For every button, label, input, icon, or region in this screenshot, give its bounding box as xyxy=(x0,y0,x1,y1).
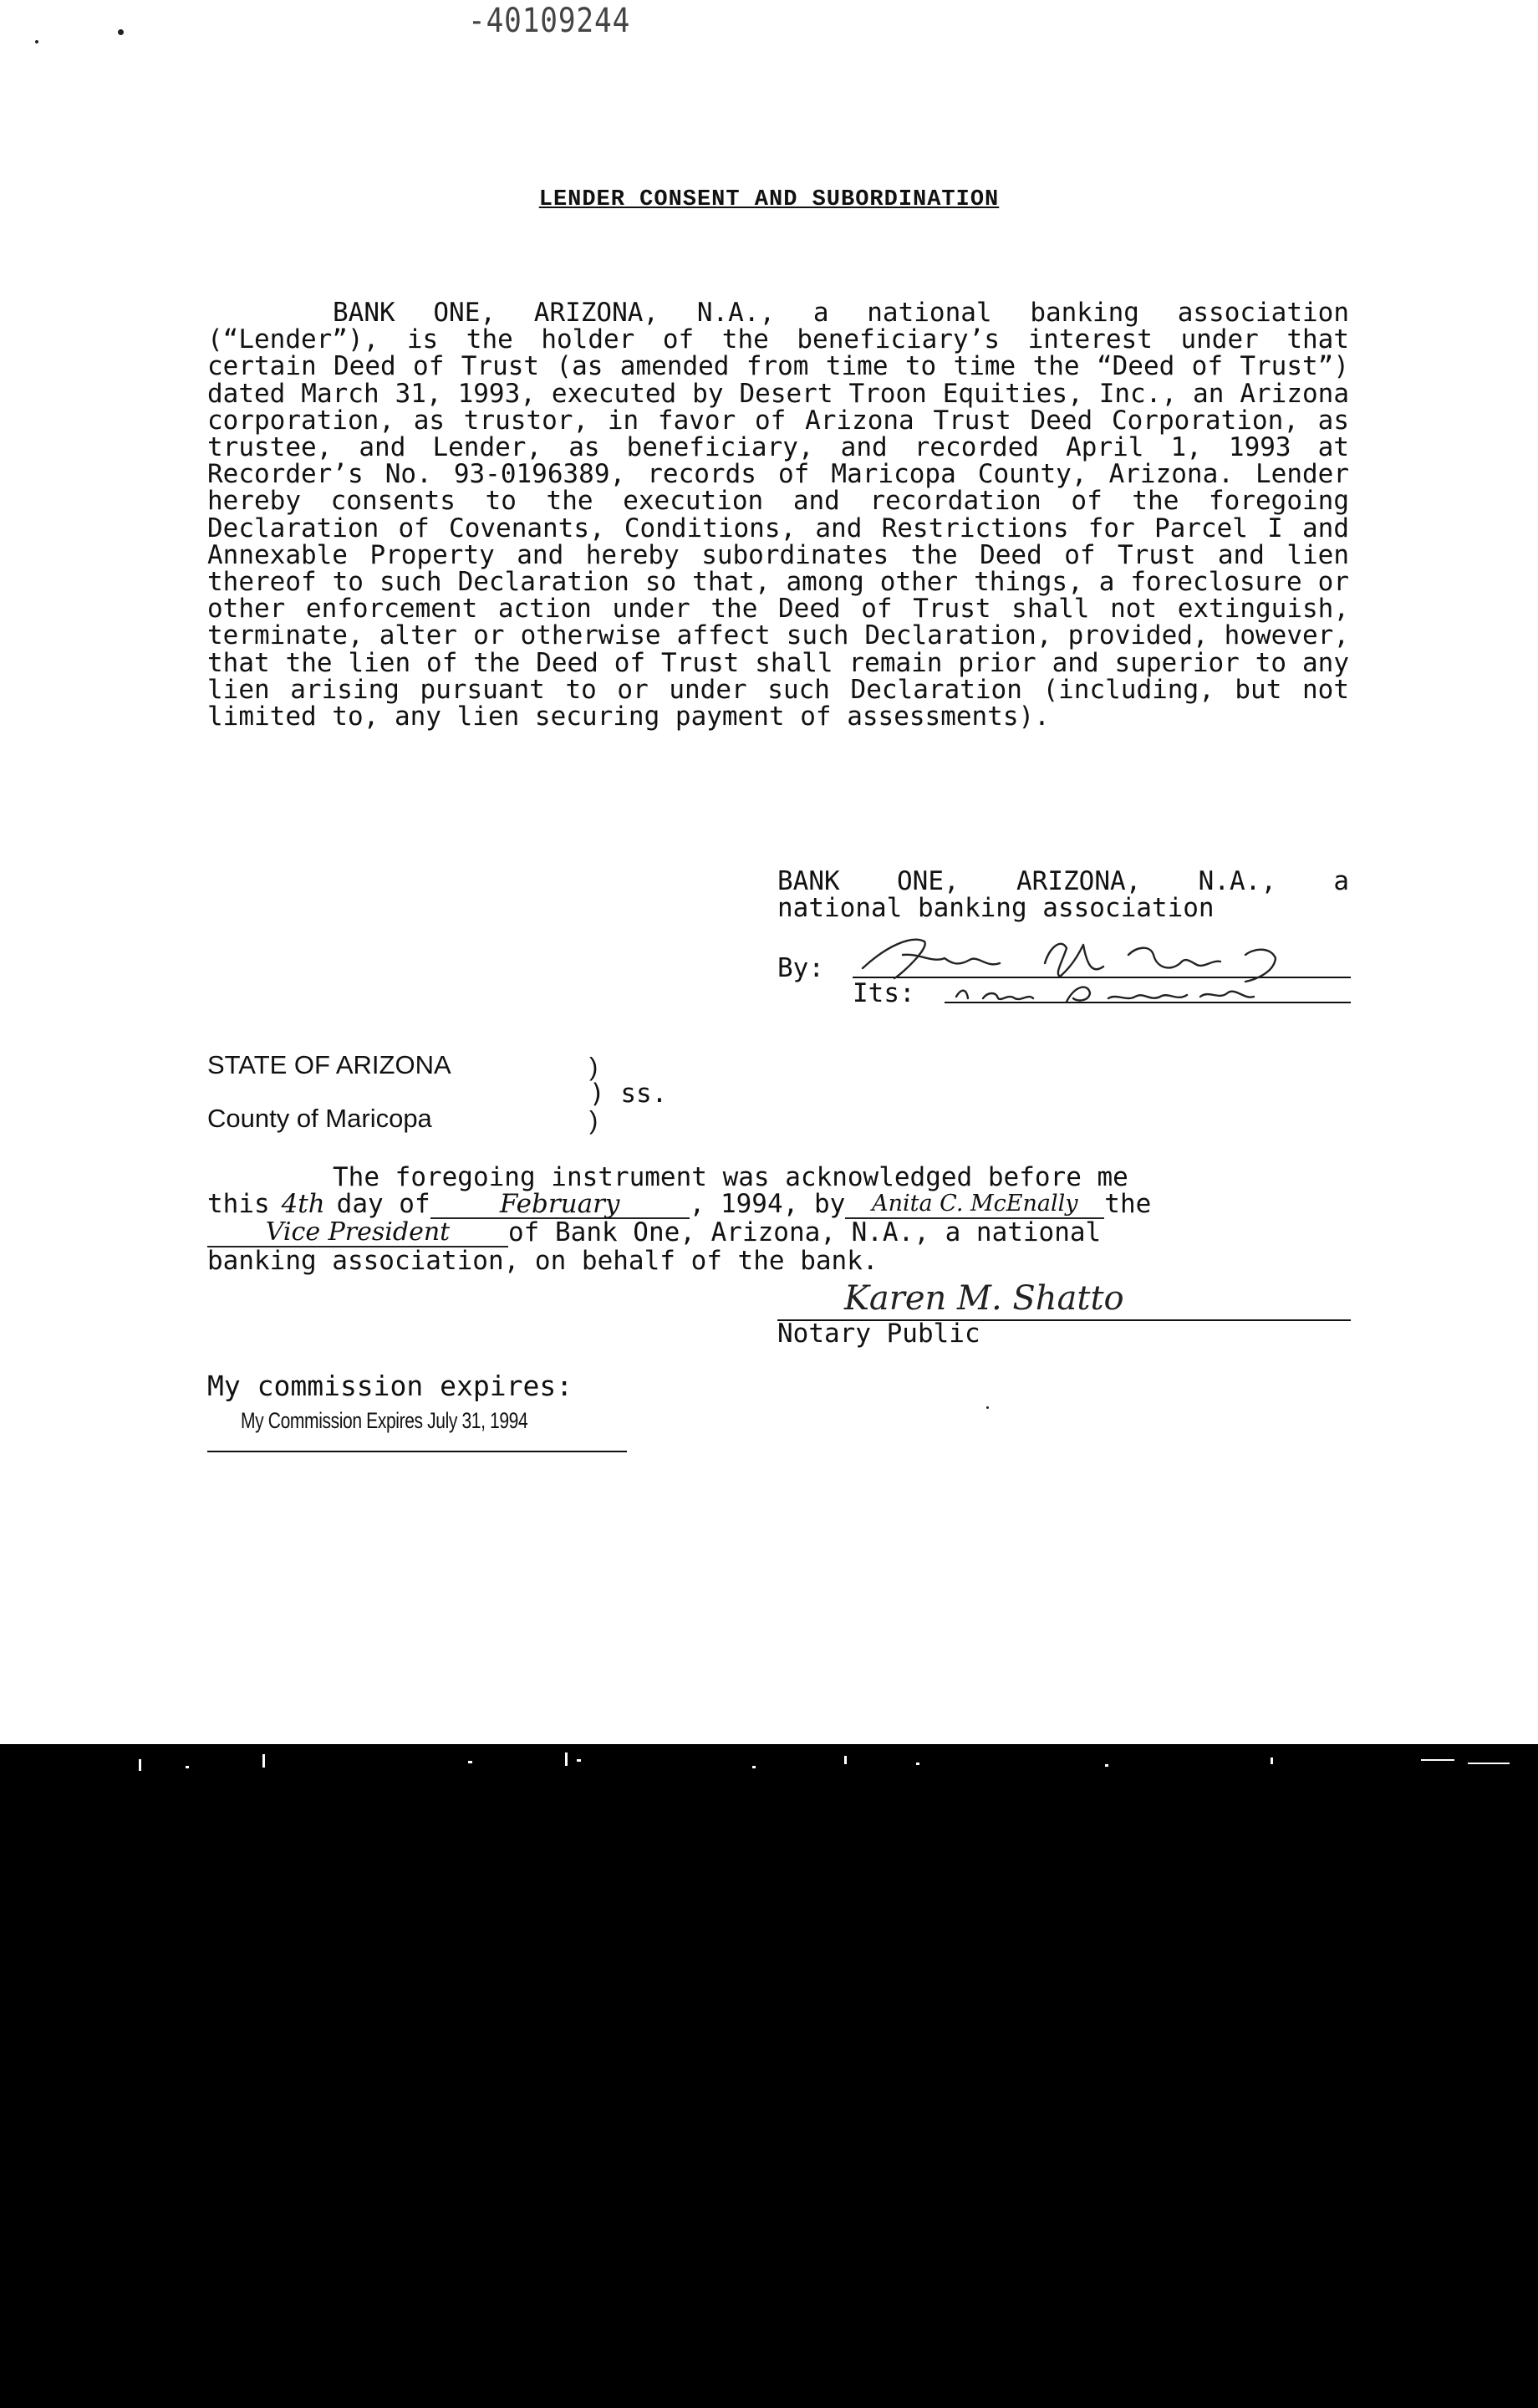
ack-day-value: 4th xyxy=(281,1189,325,1219)
its-label: Its: xyxy=(853,978,915,1008)
by-label: By: xyxy=(777,953,824,983)
scan-noise xyxy=(1468,1763,1510,1764)
ack-text-4: banking association, on behalf of the bank. xyxy=(207,1246,878,1276)
scan-noise xyxy=(1421,1759,1454,1761)
scan-noise xyxy=(577,1759,581,1762)
consent-paragraph: BANK ONE, ARIZONA, N.A., a national banking association (“Lender”), is the holder of the beneficiary’s interest under that certain Deed of Trust (as amended from time to time the “Deed of Trust”) dated March 31, 1993, executed by Desert Troon Equities, Inc., an Arizona corporation, as trustor, in favor of Arizona Trust Deed Corporation, as trustee, and Lender, as beneficiary, and recorded April 1, 1993 at Recorder’s No. 93-0196389, records of Maricopa County, Arizona. Lender hereby consents to the execution and recordation of the foregoing Declaration of Covenants, Conditions, and Restrictions for Parcel I and Annexable Property and hereby subordinates the Deed of Trust and lien thereof to such Declaration so that, among other things, a foreclosure or other enforcement action under the Deed of Trust shall not extinguish, terminate, alter or otherwise affect such Declaration, provided, however, that the lien of the Deed of Trust shall remain prior and superior to any lien arising pursuant to or under such Declaration (including, but not limited to, any lien securing payment of assessments). xyxy=(207,298,1349,732)
venue-bracket-bottom: ) xyxy=(589,1105,598,1135)
ack-day-of-label: day of xyxy=(336,1189,430,1219)
scan-noise xyxy=(262,1754,265,1768)
scan-noise xyxy=(1105,1764,1108,1767)
document-title: LENDER CONSENT AND SUBORDINATION xyxy=(538,187,1000,212)
scan-noise xyxy=(468,1761,472,1763)
commission-label: My commission expires: xyxy=(207,1370,573,1402)
ack-line-2 xyxy=(207,1191,1349,1219)
ack-line-3 xyxy=(207,1219,1349,1247)
notary-signature: Karen M. Shatto xyxy=(844,1279,1124,1318)
ack-year-text: , 1994, by xyxy=(689,1189,846,1219)
scan-speck xyxy=(986,1406,989,1409)
scan-noise xyxy=(565,1752,568,1766)
scan-black-band xyxy=(0,1744,1538,2408)
ack-text-1: The foregoing instrument was acknowledged before me xyxy=(333,1162,1128,1192)
venue-bracket-top: ) xyxy=(589,1052,598,1081)
venue-state: STATE OF ARIZONA xyxy=(207,1050,451,1079)
ack-person-value: Anita C. McEnally xyxy=(845,1191,1104,1219)
acknowledgment-block xyxy=(207,1164,1349,1274)
ack-title-value: Vice President xyxy=(207,1219,508,1247)
bank-type-line: national banking association xyxy=(777,893,1215,923)
scan-speck xyxy=(118,29,124,35)
ack-line-1 xyxy=(207,1164,1349,1191)
scan-noise xyxy=(186,1766,189,1768)
scan-noise xyxy=(139,1759,141,1771)
commission-line xyxy=(207,1451,627,1452)
scan-noise xyxy=(844,1756,847,1764)
bank-signature-block xyxy=(777,868,1349,921)
ack-this-label: this xyxy=(207,1189,270,1219)
venue-county: County of Maricopa xyxy=(207,1104,432,1133)
scan-noise xyxy=(1271,1758,1273,1764)
scan-noise xyxy=(752,1766,756,1768)
scan-noise xyxy=(916,1763,919,1765)
venue-ss: ) ss. xyxy=(589,1079,668,1109)
ack-the-label: the xyxy=(1104,1189,1152,1219)
document-number: -40109244 xyxy=(468,2,631,40)
lender-title-mark xyxy=(950,977,1301,1010)
notary-label: Notary Public xyxy=(777,1319,980,1349)
ack-text-3: of Bank One, Arizona, N.A., a national xyxy=(508,1217,1102,1247)
commission-stamp: My Commission Expires July 31, 1994 xyxy=(241,1408,528,1433)
ack-line-4 xyxy=(207,1247,1349,1274)
venue-block xyxy=(207,1052,451,1132)
scan-speck xyxy=(35,40,38,43)
ack-month-value: February xyxy=(430,1191,690,1219)
bank-name-line: BANK ONE, ARIZONA, N.A., a xyxy=(777,866,1349,896)
